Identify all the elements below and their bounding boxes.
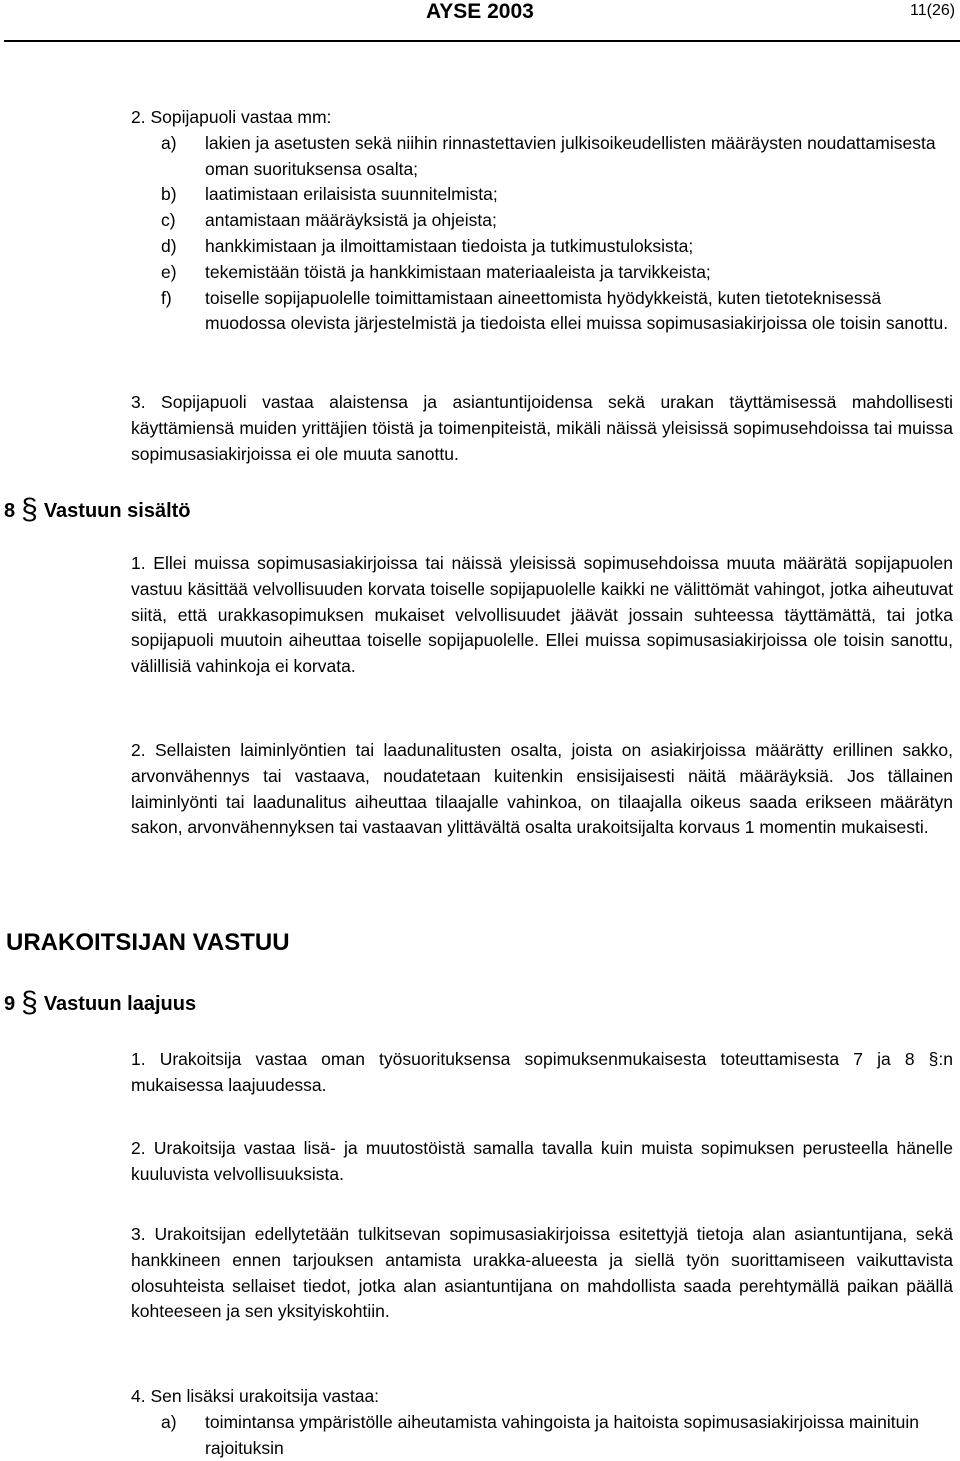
responsibilities-list (131, 105, 955, 337)
list-item (131, 182, 955, 208)
section-number: 8 (4, 500, 16, 522)
section-number: 9 (4, 993, 16, 1015)
list-item-letter: f) (161, 287, 172, 308)
paragraph: 2. Urakoitsija vastaa lisä- ja muutostöistä samalla tavalla kuin muista sopimuksen perusteella hänelle kuuluvista velvollisuuksista. (131, 1138, 953, 1184)
paragraph: 1. Ellei muissa sopimusasiakirjoissa tai näissä yleisissä sopimusehdoissa muuta määrätä sopijapuolen vastuu käsittää velvollisuuden korvata toiselle sopijapuolelle kaikki ne välittömät vahingot, jotka aiheutuvat siitä, että urakkasopimuksen mukaiset velvollisuudet jäävät jossain suhteessa täyttämättä, tai jotka sopijapuoli muutoin aiheuttaa toiselle sopijapuolelle. Ellei muissa sopimusasiakirjoissa ole toisin sanottu, välillisiä vahinkoja ei korvata. (131, 553, 953, 677)
list-item-letter: c) (161, 210, 176, 231)
responsibilities-list (131, 1384, 955, 1461)
list-item (131, 286, 955, 338)
document-title: AYSE 2003 (426, 0, 534, 23)
paragraph: 1. Urakoitsija vastaa oman työsuorituksensa sopimuksenmukaisesta toteuttamisesta 7 ja 8 §:n mukaisessa laajuudessa. (131, 1049, 953, 1095)
list-item-letter: d) (161, 235, 177, 256)
section-heading (4, 491, 191, 525)
header-divider (4, 40, 960, 42)
paragraph: 2. Sellaisten laiminlyöntien tai laadunalitusten osalta, joista on asiakirjoissa määrätty erillinen sakko, arvonvähennys tai vastaava, noudatetaan kuitenkin ensisijaisesti näitä määräyksiä. Jos tällainen laiminlyönti tai laadunalitus aiheuttaa tilaajalle vahinkoa, on tilaajalla oikeus saada erikseen määrätyn sakon, arvonvähennyksen tai vastaavan ylittävältä osalta urakoitsijalta korvaus 1 momentin mukaisesti. (131, 740, 953, 838)
list-item-letter: b) (161, 184, 177, 205)
section-symbol: § (21, 493, 38, 526)
list-item (131, 208, 955, 234)
paragraph: 3. Sopijapuoli vastaa alaistensa ja asiantuntijoidensa sekä urakan täyttämisessä mahdollisesti käyttämiensä muiden yrittäjien töistä ja toimenpiteistä, mikäli näissä yleisissä sopimusehdoissa tai muissa sopimusasiakirjoissa ei ole muuta sanottu. (131, 392, 953, 464)
list-item (131, 234, 955, 260)
paragraph: 3. Urakoitsijan edellytetään tulkitsevan sopimusasiakirjoissa esitettyjä tietoja alan asiantuntijana, sekä hankkineen ennen tarjouksen antamista urakka-alueesta ja siellä työn suorittamiseen vaikuttavista olosuhteista sellaiset tiedot, jotka alan asiantuntijana on mahdollista saada perehtymällä paikan päällä kohteeseen ja sen yksityiskohtiin. (131, 1224, 953, 1322)
list-intro: 4. Sen lisäksi urakoitsija vastaa: (131, 1386, 380, 1406)
list-item-text: tekemistään töistä ja hankkimistaan materiaaleista ja tarvikkeista; (205, 261, 711, 282)
list-item-text: toimintansa ympäristölle aiheutamista vahingoista ja haitoista sopimusasiakirjoissa mainituin rajoituksin (205, 1411, 919, 1458)
list-item-text: lakien ja asetusten sekä niihin rinnastettavien julkisoikeudellisten määräysten noudattamisesta oman suorituksensa osalta; (205, 132, 936, 179)
list-item (131, 131, 955, 183)
list-item-text: hankkimistaan ja ilmoittamistaan tiedoista ja tutkimustuloksista; (205, 235, 694, 256)
list-item-letter: a) (161, 1411, 177, 1432)
page-number: 11(26) (910, 2, 956, 19)
list-intro: 2. Sopijapuoli vastaa mm: (131, 107, 332, 127)
list-item-text: antamistaan määräyksistä ja ohjeista; (205, 210, 497, 231)
section-symbol: § (21, 986, 38, 1019)
main-heading: URAKOITSIJAN VASTUU (6, 929, 290, 956)
section-title: Vastuun laajuus (43, 993, 197, 1015)
list-item (131, 1410, 955, 1461)
list-item-text: laatimistaan erilaisista suunnitelmista; (205, 184, 498, 205)
list-item-text: toiselle sopijapuolelle toimittamistaan aineettomista hyödykkeistä, kuten tietoteknisessä muodossa olevista järjestelmistä ja tiedoista ellei muissa sopimusasiakirjoissa ole toisin sanottu. (205, 287, 949, 334)
section-title: Vastuun sisältö (43, 500, 191, 522)
list-item-letter: a) (161, 132, 177, 153)
list-item-letter: e) (161, 261, 177, 282)
list-item (131, 260, 955, 286)
section-heading (4, 984, 196, 1018)
